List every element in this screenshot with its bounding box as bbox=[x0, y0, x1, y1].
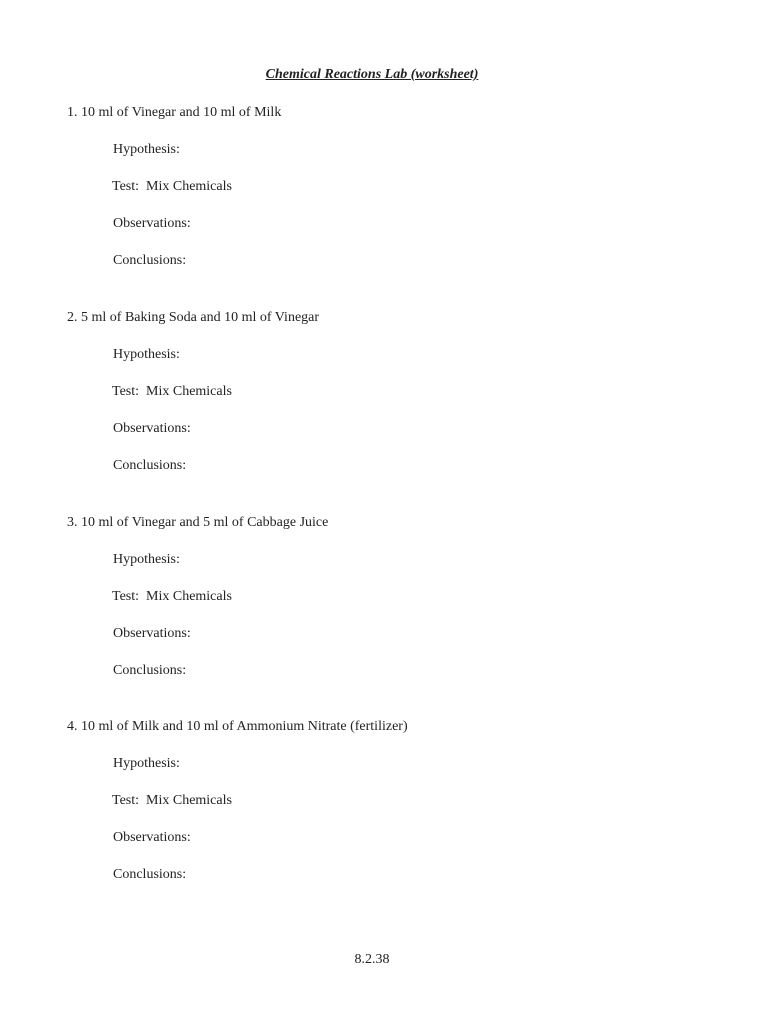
section-3-test: Test: Mix Chemicals bbox=[112, 589, 232, 604]
section-2-observations: Observations: bbox=[113, 421, 191, 436]
section-2-test: Test: Mix Chemicals bbox=[112, 384, 232, 399]
page-number: 8.2.38 bbox=[354, 952, 390, 967]
section-2-heading: 2. 5 ml of Baking Soda and 10 ml of Vinegar bbox=[67, 310, 320, 325]
section-4-hypothesis: Hypothesis: bbox=[113, 756, 180, 771]
section-4-test: Test: Mix Chemicals bbox=[112, 793, 232, 808]
section-2-hypothesis: Hypothesis: bbox=[113, 347, 180, 362]
section-3-hypothesis: Hypothesis: bbox=[113, 552, 180, 567]
section-4-observations: Observations: bbox=[113, 830, 191, 845]
section-1-heading: 1. 10 ml of Vinegar and 10 ml of Milk bbox=[67, 105, 282, 120]
section-1-observations: Observations: bbox=[113, 216, 191, 231]
section-3-observations: Observations: bbox=[113, 626, 191, 641]
section-1-hypothesis: Hypothesis: bbox=[113, 142, 180, 157]
section-1-test: Test: Mix Chemicals bbox=[112, 179, 232, 194]
section-4-heading: 4. 10 ml of Milk and 10 ml of Ammonium Nitrate (fertilizer) bbox=[67, 719, 408, 734]
section-3-heading: 3. 10 ml of Vinegar and 5 ml of Cabbage Juice bbox=[67, 515, 329, 530]
section-3-conclusions: Conclusions: bbox=[113, 663, 187, 678]
worksheet-title: Chemical Reactions Lab (worksheet) bbox=[265, 67, 479, 82]
section-1-conclusions: Conclusions: bbox=[113, 253, 187, 268]
section-2-conclusions: Conclusions: bbox=[113, 458, 187, 473]
section-4-conclusions: Conclusions: bbox=[113, 867, 187, 882]
